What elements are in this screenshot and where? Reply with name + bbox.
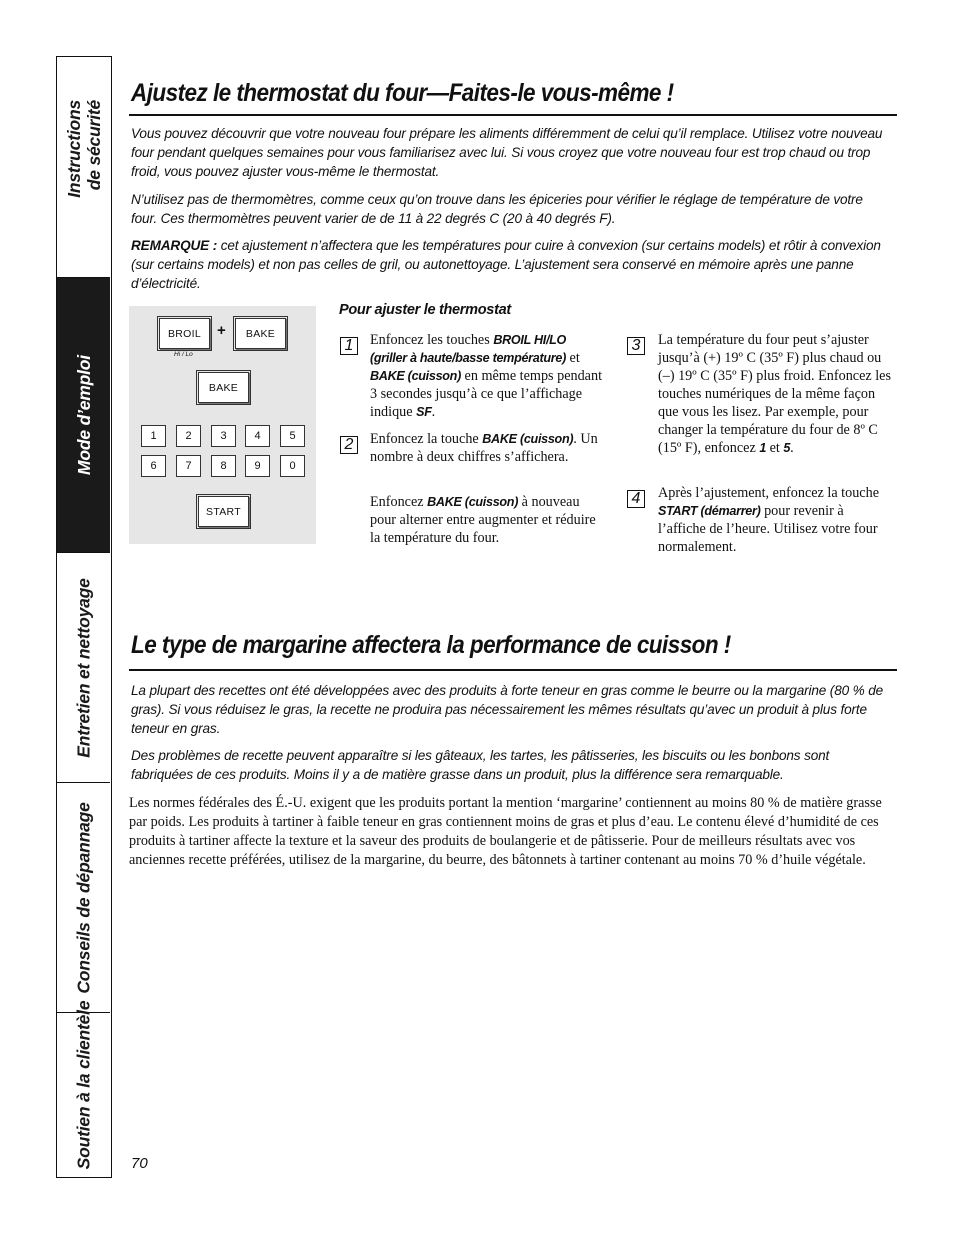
control-panel-illustration: [129, 306, 316, 544]
number-key-0[interactable]: 0: [280, 455, 305, 477]
intro-paragraph: Vous pouvez découvrir que votre nouveau four prépare les aliments différemment de celui qu’il remplace. Utilisez votre nouveau four pendant quelques semaines pour vous familiarisez avec lui. Si vous croyez que votre nouveau four est trop chaud ou trop froid, vous pouvez ajuster vous-même le thermostat.: [131, 126, 883, 179]
step-1-text: Enfoncez les touches BROIL HI/LO (griller à haute/basse température) et BAKE (cuisson) en même temps pendant 3 secondes jusqu’à ce que l’affichage indique SF.: [370, 332, 603, 420]
hilo-label: Hi / Lo: [174, 351, 193, 358]
number-key-3[interactable]: 3: [211, 425, 236, 447]
tab-operating-label: Mode d’emploi: [73, 355, 94, 475]
tab-safety-instructions[interactable]: [57, 57, 110, 278]
step-4-number: 4: [627, 490, 645, 508]
step-1-number: 1: [340, 337, 358, 355]
tab-safety-line2: de sécurité: [84, 100, 104, 191]
title-rule: [129, 114, 897, 116]
margarine-paragraph-1: La plupart des recettes ont été développées avec des produits à forte teneur en gras comme le beurre ou la margarine (80 % de gras). Si vous réduisez le gras, la recette ne produira pas nécessairement les mêmes résultats qu’avec un produit à plus forte teneur en gras.: [131, 683, 884, 736]
tab-consumer-support[interactable]: [57, 1000, 110, 1177]
number-key-5[interactable]: 5: [280, 425, 305, 447]
bake-key-top[interactable]: BAKE: [235, 318, 286, 349]
section-tabs: [56, 56, 112, 1178]
number-key-4[interactable]: 4: [245, 425, 270, 447]
step-2-continued: Enfoncez BAKE (cuisson) à nouveau pour alterner entre augmenter et réduire la température du four.: [370, 494, 596, 546]
start-key[interactable]: START: [198, 496, 249, 527]
tab-care-and-cleaning[interactable]: [57, 553, 110, 783]
margarine-paragraph-2: Des problèmes de recette peuvent apparaître si les gâteaux, les tartes, les pâtisseries, les biscuits ou les bonbons sont fabriquées de ces produits. Moins il y a de matière grasse dans un produit, plus la différence sera remarquable.: [131, 748, 830, 782]
bake-key[interactable]: BAKE: [198, 372, 249, 403]
section-title-margarine: Le type de margarine affectera la performance de cuisson !: [131, 631, 731, 659]
number-key-9[interactable]: 9: [245, 455, 270, 477]
tab-troubleshooting-label: Conseils de dépannage: [73, 801, 94, 994]
step-3-number: 3: [627, 337, 645, 355]
tab-support-label: Soutien à la clientèle: [73, 1000, 94, 1170]
step-2-number: 2: [340, 436, 358, 454]
tab-safety-line1: Instructions: [64, 100, 84, 198]
section-title-thermostat: Ajustez le thermostat du four—Faites-le vous-même !: [131, 79, 674, 107]
number-key-1[interactable]: 1: [141, 425, 166, 447]
note-paragraph: [131, 236, 891, 293]
tab-operating-instructions[interactable]: [57, 278, 110, 553]
number-key-8[interactable]: 8: [211, 455, 236, 477]
steps-heading: Pour ajuster le thermostat: [339, 302, 511, 318]
thermometer-paragraph: N’utilisez pas de thermomètres, comme ceux qu’on trouve dans les épiceries pour vérifier le réglage de température de votre four. Ces thermomètres peuvent varier de de 11 à 22 degrés C (20 à 40 degrés F).: [131, 192, 863, 226]
tab-care-label: Entretien et nettoyage: [73, 577, 94, 758]
number-key-6[interactable]: 6: [141, 455, 166, 477]
number-key-2[interactable]: 2: [176, 425, 201, 447]
step-4-text: Après l’ajustement, enfoncez la touche START (démarrer) pour revenir à l’affiche de l’heure. Utilisez votre four normalement.: [658, 485, 879, 555]
note-label: REMARQUE :: [131, 238, 218, 253]
margarine-paragraph-3: Les normes fédérales des É.-U. exigent que les produits portant la mention ‘margarine’ contiennent au moins 80 % de matière grasse par poids. Les produits à tartiner à faible teneur en gras contiennent moins de gras et plus d’eau. Le contenu élevé d’humidité de ces produits à tartiner affecte la texture et la saveur des produits de boulangerie et de pâtisserie. Pour de meilleurs résultats avec vos anciennes recette préférées, utilisez de la margarine, du beurre, des bâtonnets à tartiner contenant au moins 70 % d’huile végétale.: [129, 795, 882, 868]
note-text: cet ajustement n’affectera que les températures pour cuire à convexion (sur certains models) et rôtir à convexion (sur certains models) et non pas celles de gril, ou autonettoyage. L’ajustement sera conservé en mémoire après une panne d’électricité.: [131, 238, 881, 291]
tab-troubleshooting[interactable]: [57, 783, 110, 1013]
broil-key[interactable]: BROIL: [159, 318, 210, 349]
step-2-text: Enfoncez la touche BAKE (cuisson). Un nombre à deux chiffres s’affichera.: [370, 431, 598, 465]
step-3-text: La température du four peut s’ajuster jusqu’à (+) 19º C (35º F) plus chaud ou (–) 19º C (35º F) plus froid. Enfoncez les touches numériques de la même façon que vous les lisez. Par exemple, pour changer la température du four de 8º C (15º F), enfoncez 1 et 5.: [658, 332, 891, 456]
number-key-7[interactable]: 7: [176, 455, 201, 477]
plus-sign: +: [217, 322, 226, 339]
page-number: 70: [131, 1155, 148, 1172]
title-rule-2: [129, 669, 897, 671]
